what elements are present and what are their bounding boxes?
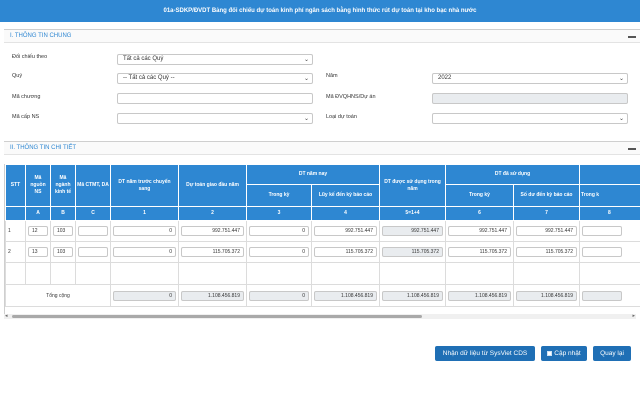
chevron-down-icon: ⌄ bbox=[618, 76, 624, 82]
ma-nguon-input[interactable]: 12 bbox=[28, 226, 48, 236]
code-cell: 8 bbox=[580, 207, 640, 221]
partial-input[interactable] bbox=[582, 247, 622, 257]
header-dt-da-su-dung: DT đã sử dụng bbox=[446, 165, 580, 185]
header-luy-ke: Lũy kế đến kỳ báo cáo bbox=[312, 185, 380, 207]
update-button[interactable] bbox=[541, 346, 587, 361]
ma-nganh-input[interactable]: 103 bbox=[53, 247, 73, 257]
ma-cap-ns-select[interactable] bbox=[117, 113, 313, 124]
quy-select[interactable] bbox=[117, 73, 313, 84]
dt-giao-input[interactable]: 992.751.447 bbox=[181, 226, 244, 236]
header-group-partial bbox=[580, 165, 640, 185]
luy-ke-input[interactable]: 115.705.372 bbox=[314, 247, 377, 257]
header-ma-nganh: Mã ngành kinh tế bbox=[51, 165, 76, 207]
update-button-label: Cập nhật bbox=[554, 350, 581, 357]
table-row bbox=[6, 221, 640, 242]
total-dt-duoc-su-dung: 1.108.456.819 bbox=[382, 291, 443, 301]
total-label: Tổng cộng bbox=[6, 285, 111, 307]
dt-duoc-su-dung-value: 115.705.372 bbox=[382, 247, 443, 257]
scroll-left-icon[interactable]: ◂ bbox=[5, 313, 8, 319]
quy-value: -- Tất cả các Quý -- bbox=[123, 75, 175, 81]
detail-section-header[interactable] bbox=[4, 141, 640, 155]
partial-input[interactable] bbox=[582, 226, 622, 236]
ma-cap-ns-label: Mã cấp NS bbox=[12, 114, 40, 120]
collapse-icon[interactable] bbox=[628, 36, 636, 38]
chevron-down-icon: ⌄ bbox=[303, 57, 309, 63]
fetch-data-button[interactable]: Nhận dữ liệu từ SysViet CDS bbox=[435, 346, 535, 361]
loai-du-toan-label: Loại dự toán bbox=[326, 114, 357, 120]
doi-chieu-select[interactable] bbox=[117, 54, 313, 65]
detail-table bbox=[5, 164, 640, 307]
row-stt: 1 bbox=[6, 221, 26, 242]
code-cell: 4 bbox=[312, 207, 380, 221]
header-trong-ky: Trong kỳ bbox=[446, 185, 514, 207]
header-so-du: Số dư đến kỳ báo cáo bbox=[514, 185, 580, 207]
header-dt-giao: Dự toán giao đầu năm bbox=[179, 165, 247, 207]
general-section-header[interactable] bbox=[4, 29, 640, 43]
header-stt: STT bbox=[6, 165, 26, 207]
code-cell: 7 bbox=[514, 207, 580, 221]
code-cell: A bbox=[26, 207, 51, 221]
scroll-right-icon[interactable]: ▸ bbox=[632, 313, 635, 319]
total-da-su-dung-trong-ky: 1.108.456.819 bbox=[448, 291, 511, 301]
code-cell: 5=1+4 bbox=[380, 207, 446, 221]
header-dt-duoc-su-dung: DT được sử dụng trong năm bbox=[380, 165, 446, 207]
ma-dvqhns-label: Mã ĐVQHNS/Dự án bbox=[326, 94, 376, 100]
nam-select[interactable] bbox=[432, 73, 628, 84]
total-trong-ky: 0 bbox=[249, 291, 309, 301]
trong-ky-input[interactable]: 0 bbox=[249, 247, 309, 257]
header-dt-nam-nay: DT năm nay bbox=[247, 165, 380, 185]
da-su-dung-trong-ky-input[interactable]: 115.705.372 bbox=[448, 247, 511, 257]
table-spacer-row bbox=[6, 263, 640, 285]
back-button[interactable]: Quay lại bbox=[593, 346, 631, 361]
header-ma-nguon: Mã nguồn NS bbox=[26, 165, 51, 207]
dt-giao-input[interactable]: 115.705.372 bbox=[181, 247, 244, 257]
ma-dvqhns-input[interactable] bbox=[432, 93, 628, 104]
total-dt-nam-truoc: 0 bbox=[113, 291, 176, 301]
dt-duoc-su-dung-value: 992.751.447 bbox=[382, 226, 443, 236]
nam-label: Năm bbox=[326, 73, 338, 79]
da-su-dung-trong-ky-input[interactable]: 992.751.447 bbox=[448, 226, 511, 236]
ma-nguon-input[interactable]: 13 bbox=[28, 247, 48, 257]
ma-chuong-label: Mã chương bbox=[12, 94, 41, 100]
so-du-input[interactable]: 115.705.372 bbox=[516, 247, 577, 257]
code-cell: C bbox=[76, 207, 111, 221]
code-cell: B bbox=[51, 207, 76, 221]
header-dt-nam-truoc: DT năm trước chuyển sang bbox=[111, 165, 179, 207]
header-trong-ky-partial: Trong k bbox=[580, 185, 640, 207]
detail-section-title: II. THÔNG TIN CHI TIẾT bbox=[10, 145, 77, 151]
quy-label: Quý bbox=[12, 73, 23, 79]
table-row bbox=[6, 242, 640, 263]
dt-nam-truoc-input[interactable]: 0 bbox=[113, 226, 176, 236]
luy-ke-input[interactable]: 992.751.447 bbox=[314, 226, 377, 236]
total-partial bbox=[582, 291, 622, 301]
code-cell: 3 bbox=[247, 207, 312, 221]
code-cell: 2 bbox=[179, 207, 247, 221]
chevron-down-icon: ⌄ bbox=[303, 116, 309, 122]
doi-chieu-value: Tất cả các Quý bbox=[123, 56, 164, 62]
page-title: 01a-SDKP/ĐVDT Bảng đối chiếu dự toán kinh phí ngân sách bằng hình thức rút dự toán tại kho bạc nhà nước bbox=[0, 0, 640, 22]
loai-du-toan-select[interactable] bbox=[432, 113, 628, 124]
horizontal-scrollbar[interactable] bbox=[4, 314, 636, 319]
so-du-input[interactable]: 992.751.447 bbox=[516, 226, 577, 236]
total-luy-ke: 1.108.456.819 bbox=[314, 291, 377, 301]
collapse-icon[interactable] bbox=[628, 148, 636, 150]
dt-nam-truoc-input[interactable]: 0 bbox=[113, 247, 176, 257]
header-ma-ctmt: Mã CTMT, DA bbox=[76, 165, 111, 207]
save-icon bbox=[547, 351, 552, 356]
total-row bbox=[6, 285, 640, 307]
code-cell: 1 bbox=[111, 207, 179, 221]
ma-nganh-input[interactable]: 103 bbox=[53, 226, 73, 236]
scrollbar-thumb[interactable] bbox=[12, 315, 422, 318]
row-stt: 2 bbox=[6, 242, 26, 263]
nam-value: 2022 bbox=[438, 75, 452, 81]
doi-chieu-label: Đối chiếu theo bbox=[12, 54, 48, 60]
header-trong-ky: Trong kỳ bbox=[247, 185, 312, 207]
detail-grid bbox=[4, 164, 640, 314]
code-empty bbox=[6, 207, 26, 221]
total-dt-giao: 1.108.456.819 bbox=[181, 291, 244, 301]
trong-ky-input[interactable]: 0 bbox=[249, 226, 309, 236]
ma-chuong-input[interactable] bbox=[117, 93, 313, 104]
chevron-down-icon: ⌄ bbox=[618, 116, 624, 122]
ma-ctmt-input[interactable] bbox=[78, 226, 108, 236]
general-section-title: I. THÔNG TIN CHUNG bbox=[10, 33, 72, 39]
code-cell: 6 bbox=[446, 207, 514, 221]
ma-ctmt-input[interactable] bbox=[78, 247, 108, 257]
total-so-du: 1.108.456.819 bbox=[516, 291, 577, 301]
chevron-down-icon: ⌄ bbox=[303, 76, 309, 82]
